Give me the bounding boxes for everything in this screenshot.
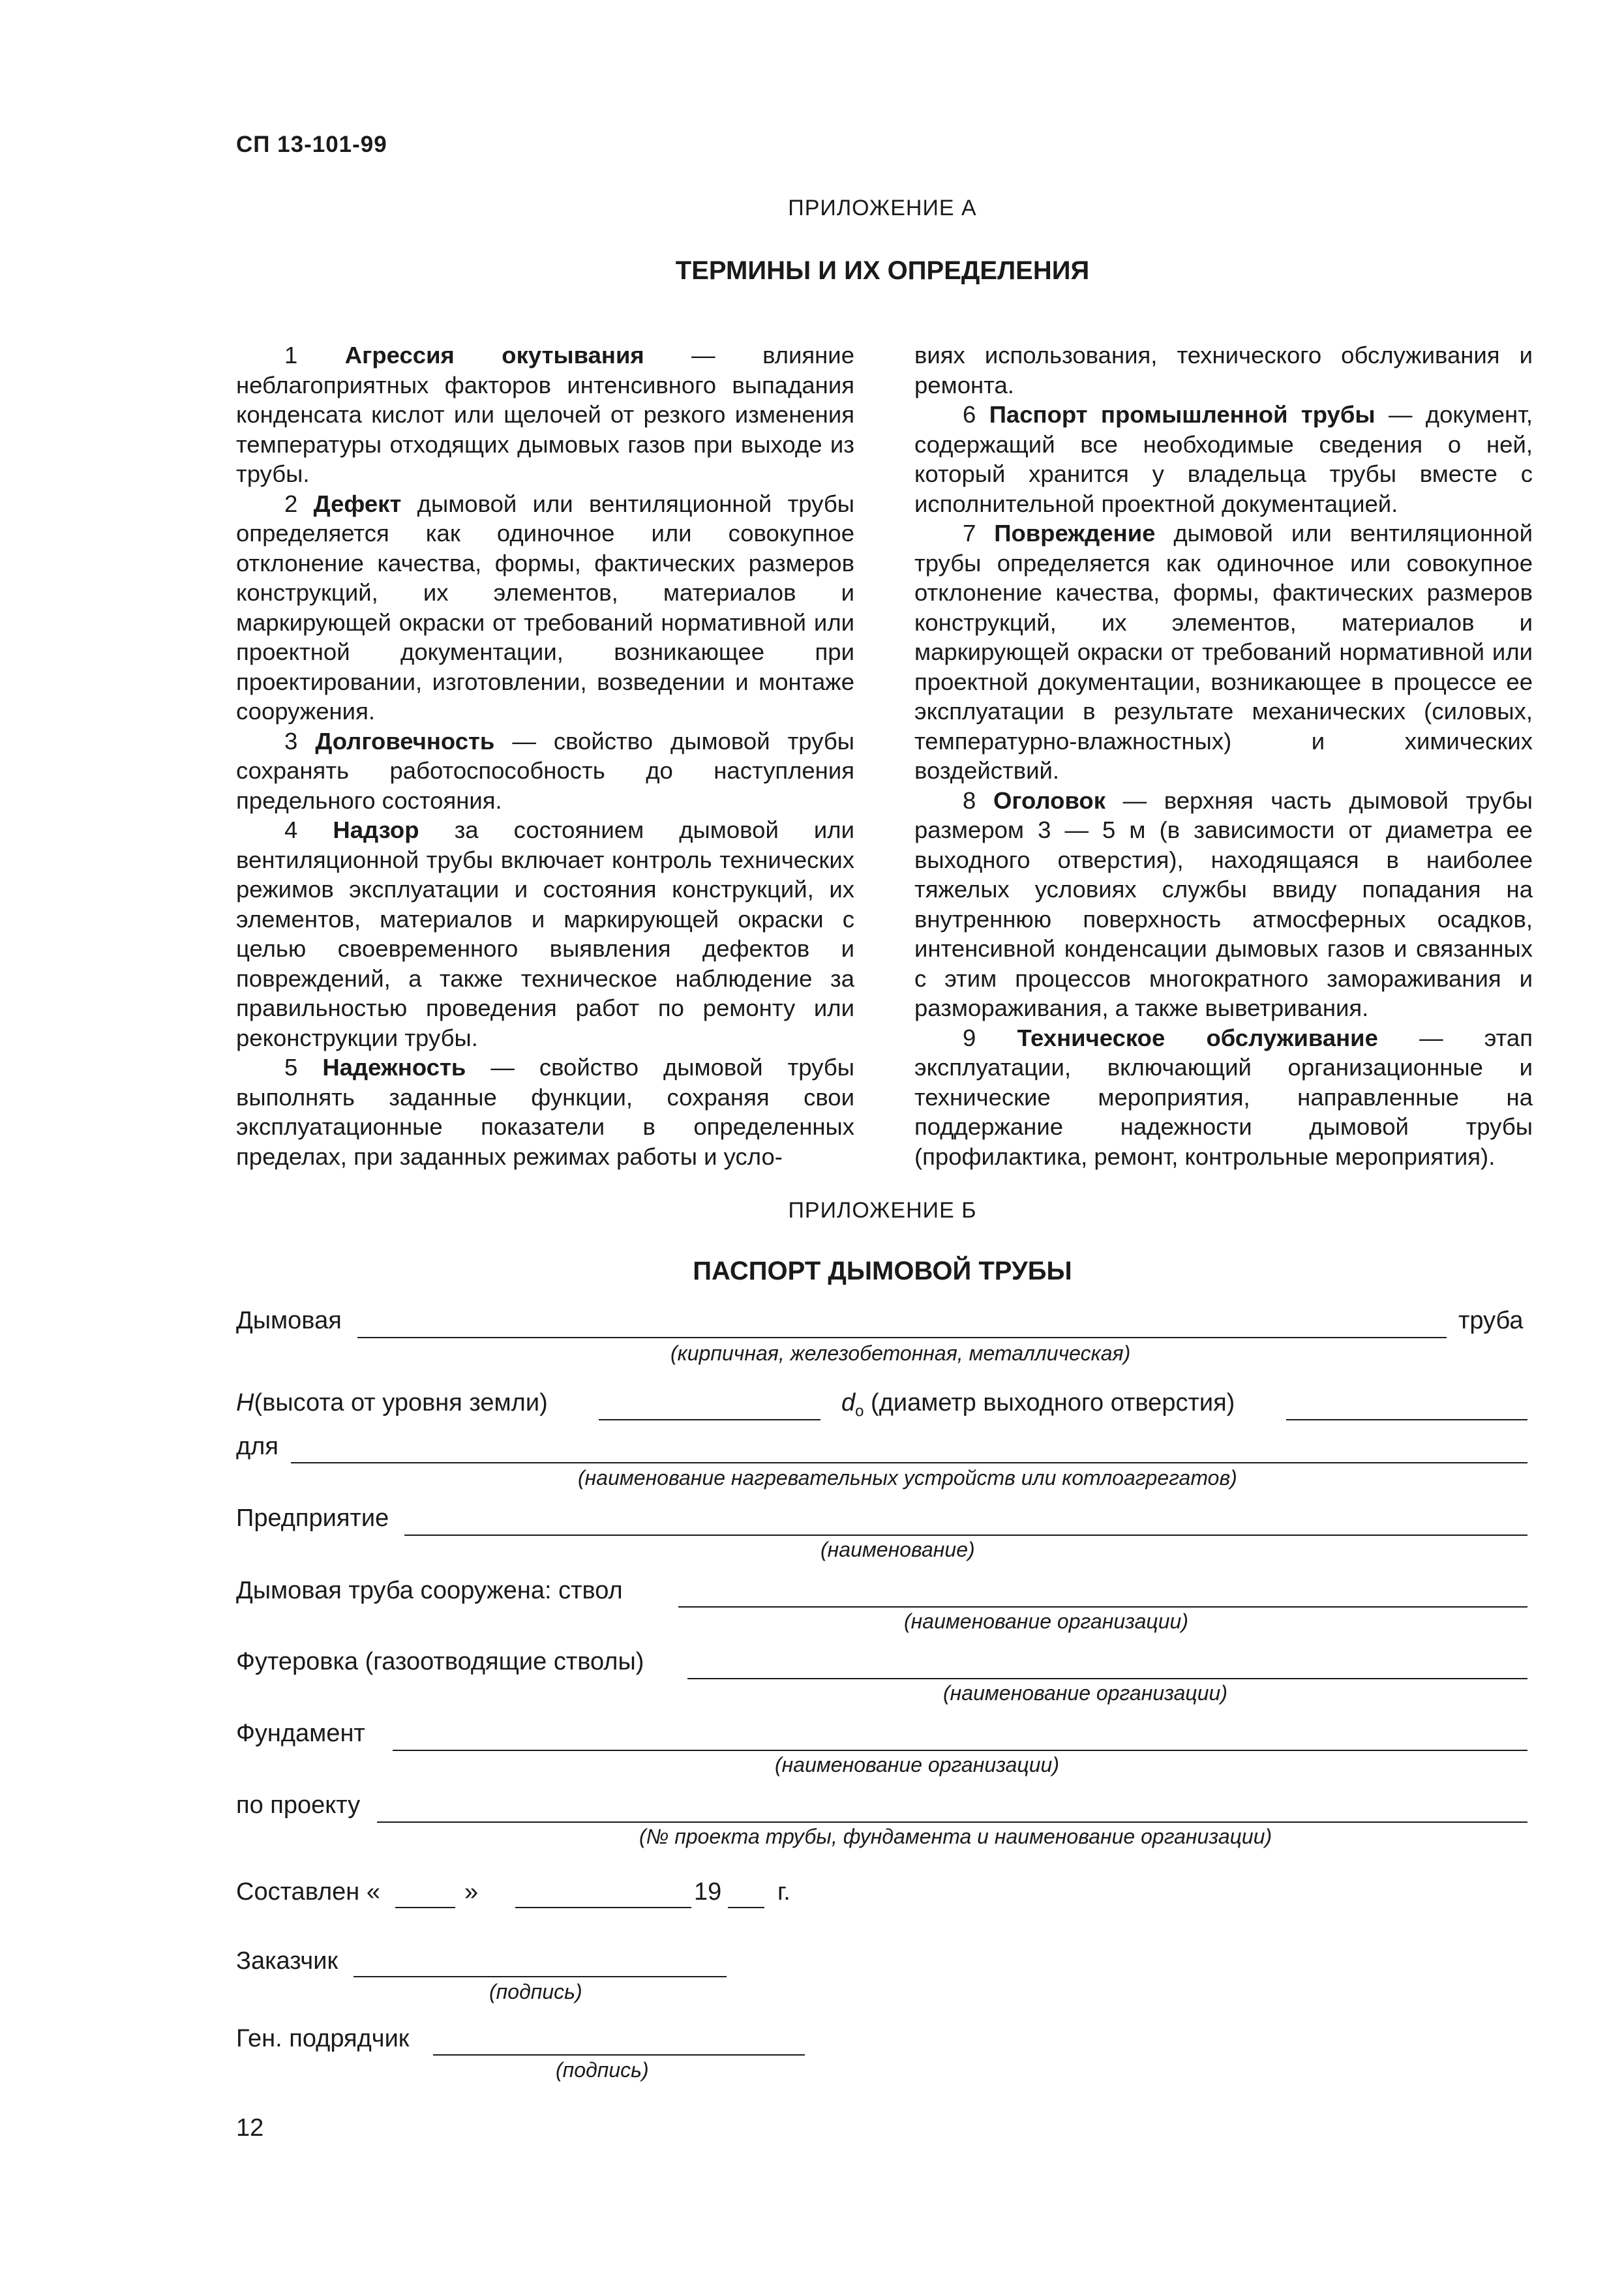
contractor-hint: (подпись) (556, 2058, 649, 2082)
pipe-type-field[interactable] (357, 1337, 1447, 1338)
project-label: по проекту (236, 1791, 361, 1819)
compiled-day-field[interactable] (395, 1907, 455, 1908)
enterprise-field[interactable] (404, 1535, 1527, 1536)
term-name: Дефект (313, 490, 402, 517)
appendix-b-title: ПАСПОРТ ДЫМОВОЙ ТРУБЫ (693, 1257, 1072, 1285)
compiled-year-suffix: г. (777, 1878, 790, 1906)
project-hint: (№ проекта трубы, фундамента и наименование организации) (639, 1825, 1272, 1848)
project-field[interactable] (377, 1821, 1527, 1823)
term-number: 4 (284, 816, 298, 843)
term-number: 1 (284, 342, 298, 368)
term-definition: дымовой или вентиляционной трубы определяется как одиночное или совокупное отклонение качества, формы, фактических размеров конструкций, их элементов, материалов и маркирующей окраски от требований нормативной или проектной документации, возникающее при проектировании, изготовлении, возведении и монтаже сооружения. (236, 490, 854, 725)
compiled-label: Составлен « (236, 1878, 380, 1906)
term-item-6 (914, 400, 1533, 518)
customer-signature-field[interactable] (353, 1976, 727, 1977)
term-number: 5 (284, 1054, 298, 1081)
term-name: Оголовок (993, 786, 1105, 814)
foundation-label: Фундамент (236, 1720, 365, 1747)
for-hint: (наименование нагревательных устройств или котлоагрегатов) (578, 1466, 1237, 1490)
term-name: Надзор (333, 816, 419, 843)
diameter-subscript: o (855, 1402, 864, 1420)
built-field[interactable] (678, 1606, 1527, 1608)
height-symbol: H (236, 1389, 254, 1416)
enterprise-label: Предприятие (236, 1505, 389, 1532)
term-definition: — документ, содержащий все необходимые сведения о ней, который хранится у владельца трубы вместе с исполнительной проектной документацией. (914, 401, 1533, 517)
term-item-2 (236, 489, 854, 726)
diameter-label-text: (диаметр выходного отверстия) (864, 1389, 1235, 1416)
contractor-label: Ген. подрядчик (236, 2025, 410, 2052)
compiled-year-prefix: 19 (694, 1878, 722, 1906)
term-name: Повреждение (994, 520, 1156, 547)
term-name: Техническое обслуживание (1017, 1024, 1378, 1051)
term-definition: — верхняя часть дымовой трубы размером 3 — 5 м (в зависимости от диаметра ее выходного отверстия), находящаяся в наиболее тяжелых условиях службы ввиду попадания на внутреннюю поверхность атмосферных осадков, интенсивной конденсации дымовых газов и связанных с этим процессов многократного замораживания и размораживания, а также выветривания. (914, 786, 1533, 1021)
customer-label: Заказчик (236, 1947, 338, 1975)
foundation-hint: (наименование организации) (775, 1753, 1059, 1776)
pipe-suffix-label: труба (1458, 1307, 1524, 1334)
term-item-1 (236, 340, 854, 489)
for-label: для (236, 1433, 278, 1460)
term-definition: — свойство дымовой трубы сохранять работоспособность до наступления предельного состояния. (236, 727, 854, 814)
term-item-8 (914, 786, 1533, 1023)
term-definition: за состоянием дымовой или вентиляционной трубы включает контроль технических режимов эксплуатации и состояния конструкций, их элементов, материалов и маркирующей окраски с целью своевременного выявления дефектов и повреждений, а также техническое наблюдение за правильностью проведения работ по ремонту или реконструкции трубы. (236, 816, 854, 1051)
compiled-quote-close: » (464, 1878, 479, 1906)
pipe-type-label: Дымовая (236, 1307, 342, 1334)
appendix-a-title: ТЕРМИНЫ И ИХ ОПРЕДЕЛЕНИЯ (675, 256, 1090, 285)
terms-column-right (914, 340, 1533, 1171)
term-name: Агрессия окутывания (344, 342, 644, 368)
term-item-5 (236, 1053, 854, 1171)
foundation-field[interactable] (393, 1750, 1527, 1751)
enterprise-hint: (наименование) (820, 1538, 975, 1561)
document-code: СП 13-101-99 (236, 132, 387, 157)
term-definition: — свойство дымовой трубы выполнять заданные функции, сохраняя свои эксплуатационные показатели в определенных пределах, при заданных режимах работы и усло- (236, 1054, 854, 1170)
contractor-signature-field[interactable] (433, 2054, 805, 2056)
lining-label: Футеровка (газоотводящие стволы) (236, 1648, 644, 1675)
term-number: 7 (963, 520, 976, 547)
height-field[interactable] (599, 1419, 820, 1420)
term-name: Надежность (322, 1054, 466, 1081)
built-label: Дымовая труба сооружена: ствол (236, 1577, 623, 1604)
term-definition: дымовой или вентиляционной трубы определяется как одиночное или совокупное отклонение качества, формы, фактических размеров конструкций, их элементов, материалов и маркирующей окраски от требований нормативной или проектной документации, возникающее в процессе ее эксплуатации в результате механических (силовых, температурно-влажностных) и химических воздействий. (914, 520, 1533, 784)
page-number: 12 (236, 2114, 264, 2142)
term-number: 3 (284, 727, 298, 755)
built-hint: (наименование организации) (904, 1610, 1188, 1633)
term-number: 2 (284, 490, 298, 517)
compiled-month-field[interactable] (515, 1907, 691, 1908)
term-item-7 (914, 518, 1533, 786)
term-item-9 (914, 1023, 1533, 1172)
term-number: 8 (963, 786, 976, 814)
diameter-field[interactable] (1286, 1419, 1527, 1420)
height-label (236, 1389, 548, 1417)
term-number: 9 (963, 1024, 976, 1051)
term-name: Долговечность (315, 727, 495, 755)
height-label-rest: (высота от уровня земли) (254, 1389, 548, 1416)
terms-column-left (236, 340, 854, 1171)
lining-field[interactable] (687, 1678, 1527, 1679)
term-definition: — влияние неблагоприятных факторов интенсивного выпадания конденсата кислот или щелочей от резкого изменения температуры отходящих дымовых газов при выходе из трубы. (236, 342, 854, 487)
term-definition: — этап эксплуатации, включающий организационные и технические мероприятия, направленные на поддержание надежности дымовой трубы (профилактика, ремонт, контрольные мероприятия). (914, 1024, 1533, 1170)
appendix-a-label: ПРИЛОЖЕНИЕ А (788, 196, 977, 220)
diameter-label (841, 1389, 1235, 1421)
term-item-4 (236, 815, 854, 1053)
term-item-5-continuation: виях использования, технического обслуживания и ремонта. (914, 342, 1533, 398)
term-name: Паспорт промышленной трубы (989, 401, 1376, 428)
for-field[interactable] (291, 1462, 1527, 1463)
compiled-year-field[interactable] (728, 1907, 764, 1908)
term-number: 6 (963, 401, 976, 428)
term-item-3 (236, 726, 854, 816)
pipe-type-hint: (кирпичная, железобетонная, металлическая) (670, 1341, 1131, 1365)
diameter-symbol: d (841, 1389, 856, 1416)
customer-hint: (подпись) (489, 1980, 582, 2003)
appendix-b-label: ПРИЛОЖЕНИЕ Б (788, 1198, 977, 1223)
lining-hint: (наименование организации) (943, 1681, 1227, 1705)
